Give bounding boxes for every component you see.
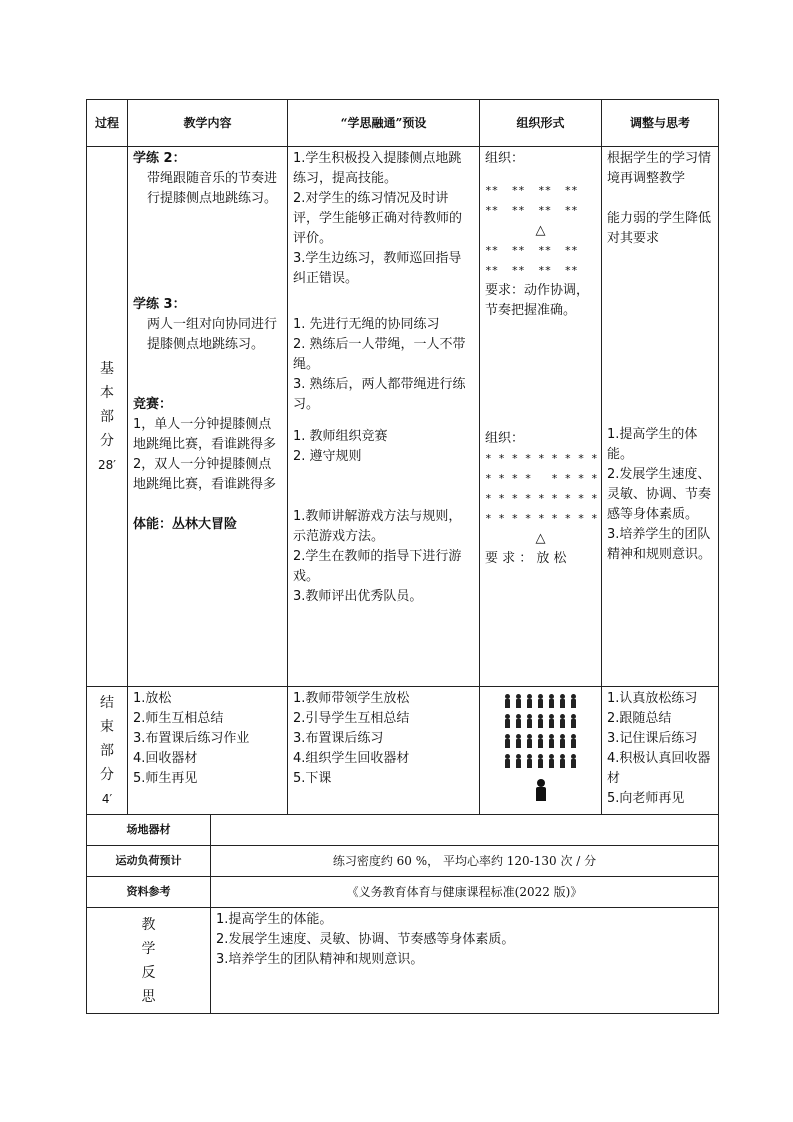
ending-section-row bbox=[87, 687, 719, 815]
org-requirement: 要求：动作协调，节奏把握准确。 bbox=[485, 283, 590, 318]
section-time: 28′ bbox=[98, 457, 116, 472]
formation-row: * * * * * * * * * bbox=[485, 512, 598, 525]
side-char: 分 bbox=[100, 766, 114, 783]
reflection-line: 2.发展学生速度、灵敏、协调、节奏感等身体素质。 bbox=[216, 932, 515, 947]
reference-label: 资料参考 bbox=[87, 877, 211, 908]
ending-adjust-line: 1.认真放松练习 bbox=[607, 691, 698, 706]
venue-row bbox=[87, 815, 719, 846]
preset-line: 1.学生积极投入提膝侧点地跳练习，提高技能。 bbox=[293, 151, 462, 186]
student-icon bbox=[515, 754, 522, 768]
load-value: 练习密度约 60 %， 平均心率约 120-130 次 / 分 bbox=[211, 846, 719, 877]
student-icon bbox=[504, 754, 511, 768]
student-icon bbox=[504, 734, 511, 748]
student-icon bbox=[559, 714, 566, 728]
basic-section-label bbox=[87, 147, 128, 687]
match-item-1: 1，单人一分钟提膝侧点地跳绳比赛，看谁跳得多 bbox=[133, 417, 277, 452]
adjust-line: 能力弱的学生降低对其要求 bbox=[607, 211, 712, 246]
formation-row: ** ** ** ** bbox=[485, 264, 578, 277]
student-icon bbox=[526, 694, 533, 708]
ending-preset-line: 4.组织学生回收器材 bbox=[293, 751, 410, 766]
ending-content-cell bbox=[128, 687, 288, 815]
student-icon bbox=[504, 694, 511, 708]
lesson-table bbox=[86, 99, 719, 815]
formation-row: ** ** ** ** bbox=[485, 244, 578, 257]
ending-preset-line: 1.教师带领学生放松 bbox=[293, 691, 410, 706]
preset-line: 3.教师评出优秀队员。 bbox=[293, 589, 423, 604]
reflection-label bbox=[87, 908, 211, 1014]
side-char: 部 bbox=[100, 742, 114, 759]
basic-org-cell bbox=[480, 147, 602, 687]
ending-content-line: 3.布置课后练习作业 bbox=[133, 731, 250, 746]
side-char: 分 bbox=[100, 432, 114, 449]
side-char: 本 bbox=[100, 384, 114, 401]
student-icon bbox=[526, 714, 533, 728]
student-icon bbox=[515, 714, 522, 728]
ending-content-line: 4.回收器材 bbox=[133, 751, 198, 766]
reflection-line: 1.提高学生的体能。 bbox=[216, 912, 333, 927]
formation-row: ** ** ** ** bbox=[485, 204, 578, 217]
org-requirement: 要 求 ： 放 松 bbox=[485, 551, 567, 566]
load-label: 运动负荷预计 bbox=[87, 846, 211, 877]
student-icon bbox=[537, 734, 544, 748]
ending-section-label bbox=[87, 687, 128, 815]
ending-adjust-line: 2.跟随总结 bbox=[607, 711, 672, 726]
side-char: 学 bbox=[141, 940, 156, 957]
student-icon bbox=[537, 694, 544, 708]
student-icon bbox=[570, 754, 577, 768]
formation-row: * * * * * * * * bbox=[485, 472, 598, 485]
section-time: 4′ bbox=[101, 791, 113, 806]
ending-adjust-line: 3.记住课后练习 bbox=[607, 731, 698, 746]
student-icon bbox=[548, 734, 555, 748]
ending-content-line: 2.师生互相总结 bbox=[133, 711, 224, 726]
student-icon bbox=[559, 754, 566, 768]
preset-line: 1. 教师组织竞赛 bbox=[293, 429, 388, 444]
match-title: 竞赛： bbox=[133, 397, 173, 412]
ending-content-line: 1.放松 bbox=[133, 691, 172, 706]
basic-content-cell bbox=[128, 147, 288, 687]
side-char: 束 bbox=[100, 718, 114, 735]
reflection-row bbox=[87, 908, 719, 1014]
preset-line: 2. 熟练后一人带绳，一人不带绳。 bbox=[293, 337, 466, 372]
header-preset: “学思融通”预设 bbox=[288, 100, 480, 147]
ending-preset-line: 3.布置课后练习 bbox=[293, 731, 384, 746]
drill3-text: 两人一组对向协同进行提膝侧点地跳练习。 bbox=[147, 317, 278, 352]
adjust-line: 1.提高学生的体能。 bbox=[607, 427, 698, 462]
formation-row: ** ** ** ** bbox=[485, 184, 578, 197]
ending-adjust-cell bbox=[602, 687, 719, 815]
load-row bbox=[87, 846, 719, 877]
venue-label: 场地器材 bbox=[87, 815, 211, 846]
preset-line: 1.教师讲解游戏方法与规则，示范游戏方法。 bbox=[293, 509, 462, 544]
student-row bbox=[485, 731, 596, 751]
ending-content-line: 5.师生再见 bbox=[133, 771, 198, 786]
student-icon bbox=[537, 714, 544, 728]
ending-preset-line: 5.下课 bbox=[293, 771, 332, 786]
preset-line: 2.学生在教师的指导下进行游戏。 bbox=[293, 549, 462, 584]
table-header-row bbox=[87, 100, 719, 147]
org-label: 组织： bbox=[485, 151, 525, 166]
reflection-content bbox=[211, 908, 719, 1014]
student-icon bbox=[570, 714, 577, 728]
ending-formation-cell bbox=[480, 687, 602, 815]
preset-line: 3.学生边练习，教师巡回指导纠正错误。 bbox=[293, 251, 462, 286]
drill3-title: 学练 3： bbox=[133, 297, 186, 312]
teacher-triangle: △ bbox=[535, 531, 546, 546]
org-label: 组织： bbox=[485, 431, 525, 446]
adjust-line: 根据学生的学习情境再调整教学 bbox=[607, 151, 712, 186]
teacher-icon bbox=[535, 779, 547, 801]
side-char: 教 bbox=[141, 916, 156, 933]
student-icon bbox=[559, 694, 566, 708]
student-row bbox=[485, 751, 596, 771]
student-icon bbox=[570, 694, 577, 708]
match-item-2: 2，双人一分钟提膝侧点地跳绳比赛，看谁跳得多 bbox=[133, 457, 277, 492]
ending-preset-cell bbox=[288, 687, 480, 815]
reflection-line: 3.培养学生的团队精神和规则意识。 bbox=[216, 952, 424, 967]
student-icon bbox=[570, 734, 577, 748]
preset-line: 1. 先进行无绳的协同练习 bbox=[293, 317, 440, 332]
header-adjustment: 调整与思考 bbox=[602, 100, 719, 147]
adjust-line: 3.培养学生的团队精神和规则意识。 bbox=[607, 527, 712, 562]
basic-preset-cell bbox=[288, 147, 480, 687]
student-icon bbox=[526, 734, 533, 748]
side-char: 部 bbox=[100, 408, 114, 425]
preset-line: 2.对学生的练习情况及时讲评，学生能够正确对待教师的评价。 bbox=[293, 191, 463, 246]
student-icon bbox=[537, 754, 544, 768]
student-icon bbox=[548, 754, 555, 768]
student-icon bbox=[559, 734, 566, 748]
venue-value bbox=[211, 815, 719, 846]
fitness-game: 体能：丛林大冒险 bbox=[133, 517, 238, 532]
student-icon bbox=[548, 694, 555, 708]
student-icon bbox=[526, 754, 533, 768]
formation-row: * * * * * * * * * bbox=[485, 452, 598, 465]
reference-value: 《义务教育体育与健康课程标准(2022 版)》 bbox=[211, 877, 719, 908]
preset-line: 3. 熟练后，两人都带绳进行练习。 bbox=[293, 377, 466, 412]
student-icon bbox=[548, 714, 555, 728]
ending-adjust-line: 4.积极认真回收器材 bbox=[607, 751, 711, 786]
formation-row: * * * * * * * * * bbox=[485, 492, 598, 505]
student-row bbox=[485, 711, 596, 731]
footer-table bbox=[86, 814, 719, 1014]
adjust-line: 2.发展学生速度、灵敏、协调、节奏感等身体素质。 bbox=[607, 467, 712, 522]
header-process: 过程 bbox=[87, 100, 128, 147]
side-char: 基 bbox=[100, 360, 114, 377]
student-icon bbox=[515, 694, 522, 708]
header-organization: 组织形式 bbox=[480, 100, 602, 147]
basic-adjust-cell bbox=[602, 147, 719, 687]
ending-preset-line: 2.引导学生互相总结 bbox=[293, 711, 410, 726]
ending-adjust-line: 5.向老师再见 bbox=[607, 791, 685, 806]
teacher-triangle: △ bbox=[535, 223, 546, 238]
drill2-title: 学练 2： bbox=[133, 151, 186, 166]
side-char: 思 bbox=[141, 988, 156, 1005]
student-row bbox=[485, 691, 596, 711]
drill2-text: 带绳跟随音乐的节奏进行提膝侧点地跳练习。 bbox=[147, 171, 278, 206]
student-icon bbox=[504, 714, 511, 728]
side-char: 反 bbox=[141, 964, 156, 981]
basic-section-row bbox=[87, 147, 719, 687]
reference-row bbox=[87, 877, 719, 908]
preset-line: 2. 遵守规则 bbox=[293, 449, 362, 464]
side-char: 结 bbox=[100, 694, 114, 711]
header-content: 教学内容 bbox=[128, 100, 288, 147]
student-icon bbox=[515, 734, 522, 748]
